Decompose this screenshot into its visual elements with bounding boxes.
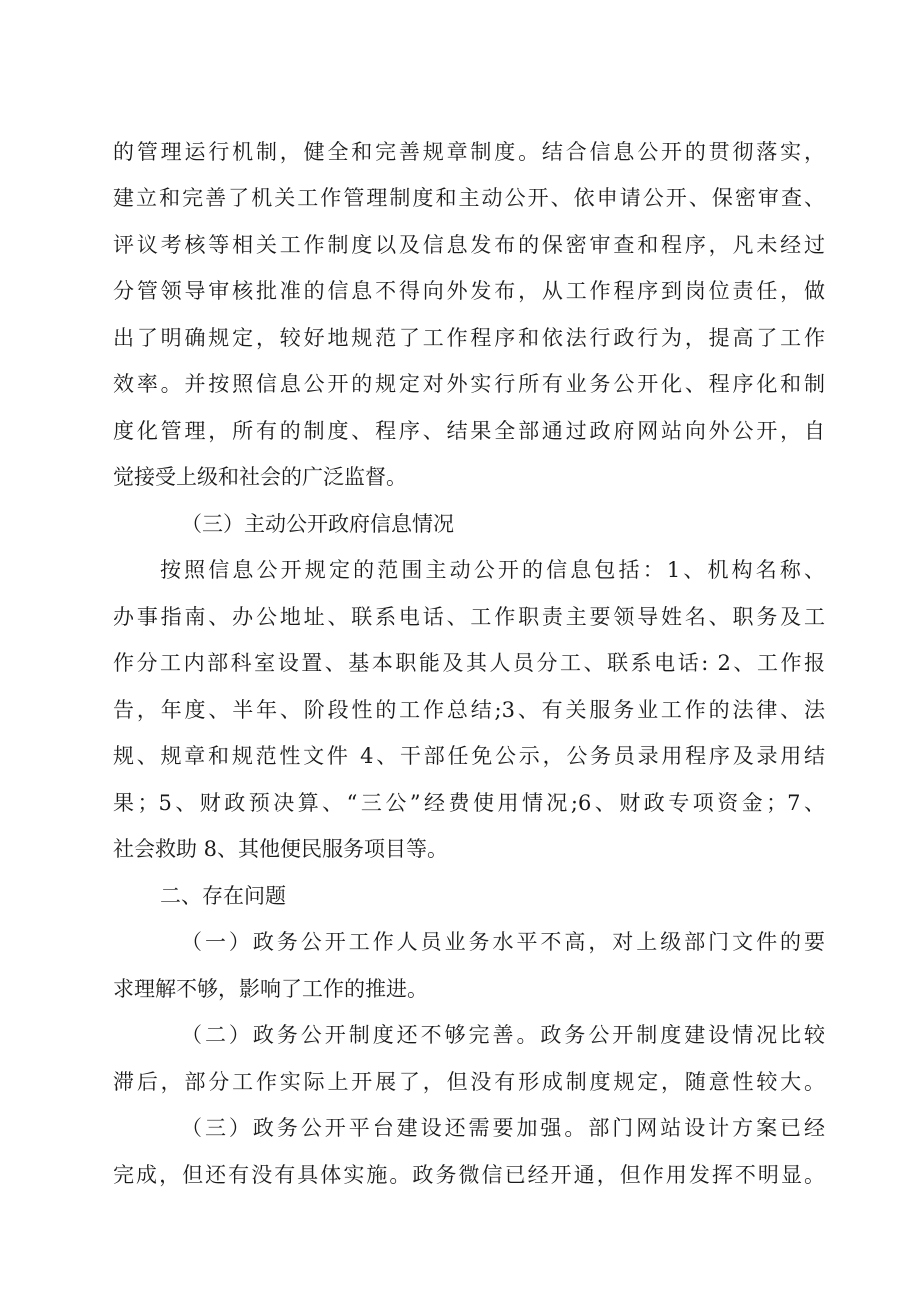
text-line: 的管理运行机制，健全和完善规章制度。结合信息公开的贯彻落实，: [113, 140, 825, 164]
text-line: 作分工内部科室设置、基本职能及其人员分工、联系电话: 2、工作报: [113, 651, 825, 675]
text-line: 评议考核等相关工作制度以及信息发布的保密审查和程序，凡未经过: [113, 233, 825, 257]
section-heading: （三）主动公开政府信息情况: [181, 512, 454, 536]
text-line: 规、规章和规范性文件 4、干部任免公示，公务员录用程序及录用结: [113, 744, 825, 768]
text-line: 告，年度、半年、阶段性的工作总结;3、有关服务业工作的法律、法: [113, 698, 825, 722]
text-line: 办事指南、办公地址、联系电话、工作职责主要领导姓名、职务及工: [113, 605, 825, 629]
text-line: 按照信息公开规定的范围主动公开的信息包括：1、机构名称、: [160, 558, 825, 582]
text-line: （二）政务公开制度还不够完善。政务公开制度建设情况比较: [181, 1023, 825, 1047]
section-heading: 二、存在问题: [160, 884, 286, 908]
text-line: 求理解不够，影响了工作的推进。: [113, 977, 428, 1001]
text-line: （一）政务公开工作人员业务水平不高，对上级部门文件的要: [181, 930, 825, 954]
text-line: 觉接受上级和社会的广泛监督。: [113, 465, 407, 489]
text-line: 完成，但还有没有具体实施。政务微信已经开通，但作用发挥不明显。: [113, 1163, 825, 1187]
text-line: 度化管理，所有的制度、程序、结果全部通过政府网站向外公开，自: [113, 419, 825, 443]
text-line: 建立和完善了机关工作管理制度和主动公开、依申请公开、保密审查、: [113, 186, 825, 210]
text-line: 社会救助 8、其他便民服务项目等。: [113, 837, 449, 861]
text-line: 滞后，部分工作实际上开展了，但没有形成制度规定，随意性较大。: [113, 1070, 825, 1094]
text-line: 出了明确规定，较好地规范了工作程序和依法行政行为，提高了工作: [113, 326, 825, 350]
text-line: （三）政务公开平台建设还需要加强。部门网站设计方案已经: [181, 1116, 825, 1140]
text-line: 分管领导审核批准的信息不得向外发布，从工作程序到岗位责任，做: [113, 279, 825, 303]
text-line: 效率。并按照信息公开的规定对外实行所有业务公开化、程序化和制: [113, 372, 825, 396]
text-line: 果；5、财政预决算、“三公”经费使用情况;6、财政专项资金；7、: [113, 791, 825, 815]
